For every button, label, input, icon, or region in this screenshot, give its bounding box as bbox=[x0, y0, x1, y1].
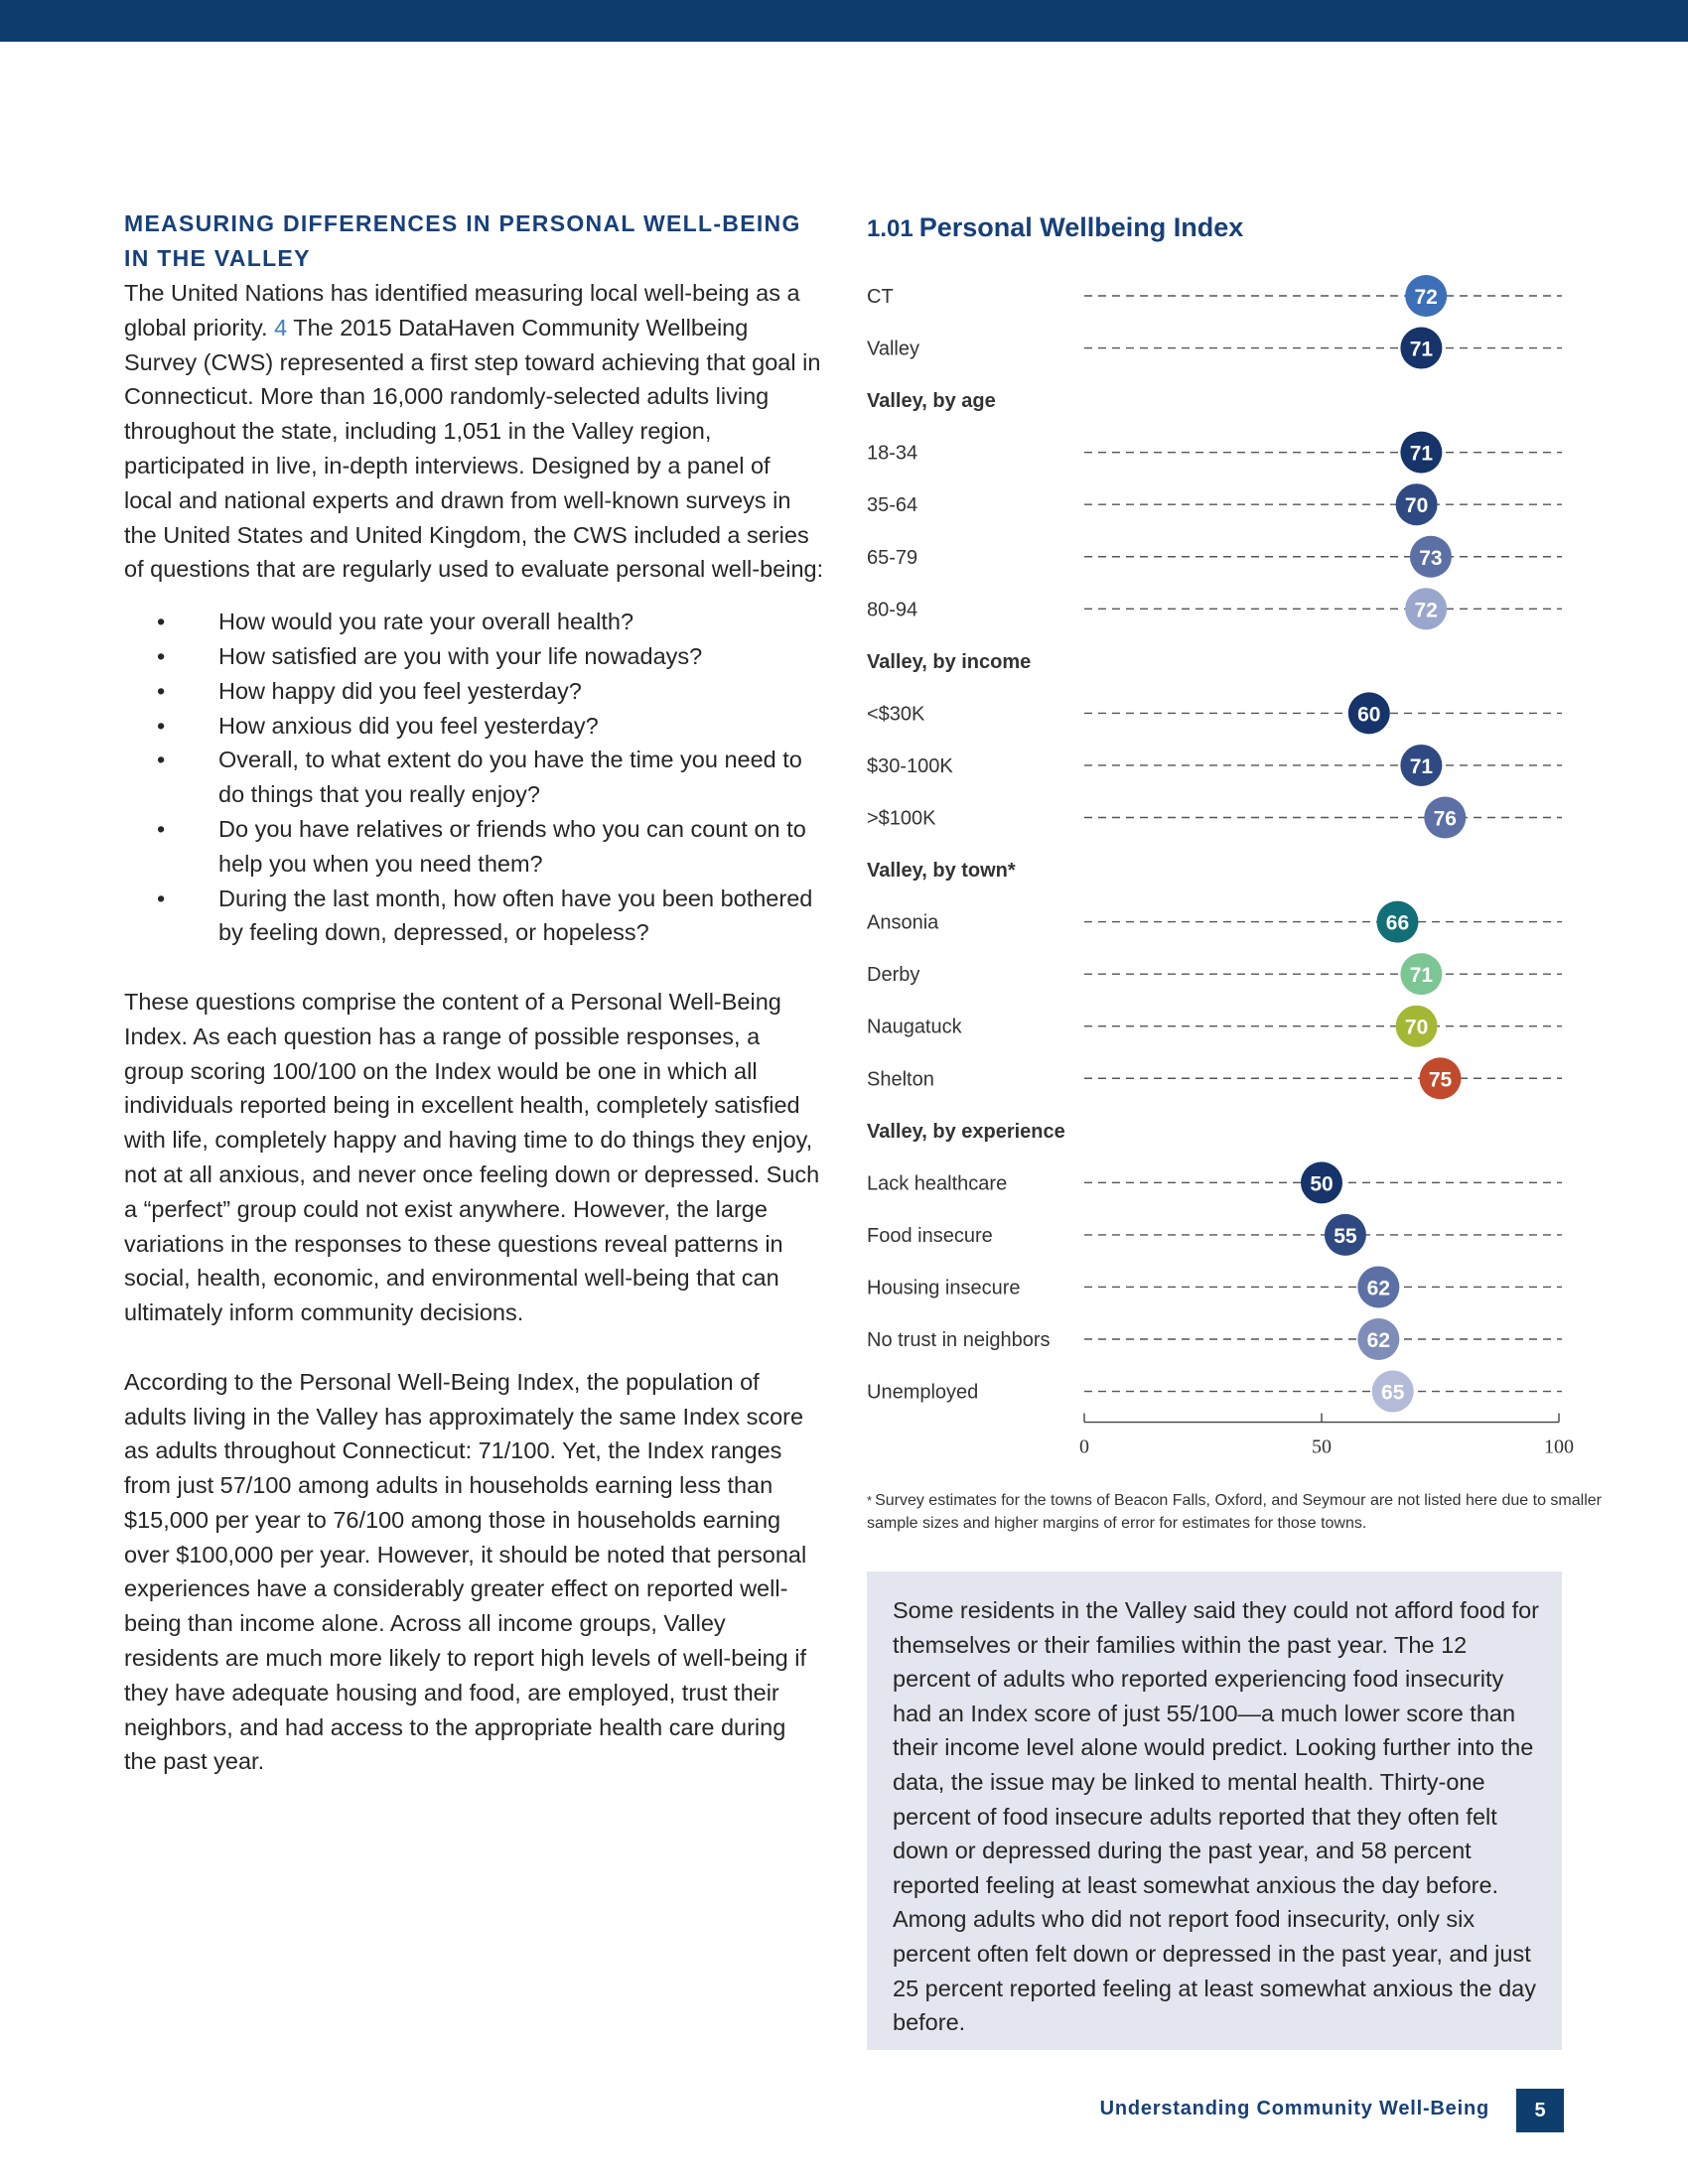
value-label: 72 bbox=[1414, 599, 1438, 622]
question-list bbox=[124, 605, 824, 950]
group-header: Valley, by town* bbox=[867, 860, 1016, 883]
x-tick-label: 0 bbox=[1079, 1435, 1089, 1458]
row-label: No trust in neighbors bbox=[867, 1329, 1051, 1351]
row-label: Naugatuck bbox=[867, 1016, 962, 1038]
findings-paragraph: According to the Personal Well-Being Index, the population of adults living in the Valley has approximately the same Index score as adults throughout Connecticut: 71/100. Yet, the Index ranges from just 57/100 among adults in households earning less than $15,000 per year to 76/100 among those in households earning over $100,000 per year. However, it should be noted that personal experiences have a considerably greater effect on reported well-being than income alone. Across all income groups, Valley residents are much more likely to report high levels of well-being if they have adequate housing and food, are employed, trust their neighbors, and had access to the appropriate health care during the past year. bbox=[124, 1368, 807, 1775]
row-label: <$30K bbox=[867, 703, 925, 726]
value-label: 66 bbox=[1385, 911, 1410, 935]
row-label: >$100K bbox=[867, 807, 936, 830]
list-item: • During the last month, how often have you been bothered by feeling down, depressed, or hopeless? bbox=[124, 882, 824, 951]
value-label: 73 bbox=[1419, 546, 1443, 570]
list-item: • How happy did you feel yesterday? bbox=[124, 674, 824, 709]
row-label: Derby bbox=[867, 964, 920, 987]
value-label: 71 bbox=[1409, 964, 1434, 988]
wellbeing-dot-chart bbox=[854, 258, 1609, 1479]
row-label: Lack healthcare bbox=[867, 1172, 1008, 1195]
list-item: • How anxious did you feel yesterday? bbox=[124, 709, 824, 744]
row-label: Shelton bbox=[867, 1068, 934, 1091]
list-item: • How satisfied are you with your life nowadays? bbox=[124, 639, 824, 674]
index-paragraph: These questions comprise the content of a Personal Well-Being Index. As each question has a range of possible responses, a group scoring 100/100 on the Index would be one in which all individuals reported being in excellent health, completely satisfied with life, completely happy and having time to do things they enjoy, not at all anxious, and never once feeling down or depressed. Such a “perfect” group could not exist anywhere. However, the large variations in the responses to these questions reveal patterns in social, health, economic, and environmental well-being that can ultimately inform community decisions. bbox=[124, 988, 820, 1326]
figure-title-text: Personal Wellbeing Index bbox=[918, 212, 1244, 242]
value-label: 55 bbox=[1334, 1224, 1357, 1248]
value-label: 65 bbox=[1381, 1381, 1405, 1405]
value-label: 62 bbox=[1366, 1329, 1391, 1352]
row-label: Food insecure bbox=[867, 1224, 993, 1247]
value-label: 62 bbox=[1366, 1277, 1391, 1300]
section-heading: MEASURING DIFFERENCES IN PERSONAL WELL-BEING IN THE VALLEY bbox=[124, 210, 801, 271]
list-item: • Do you have relatives or friends who you can count on to help you when you need them? bbox=[124, 812, 824, 882]
row-label: Valley bbox=[867, 338, 919, 360]
group-header: Valley, by age bbox=[867, 390, 996, 413]
top-band bbox=[0, 0, 1688, 42]
callout-text: Some residents in the Valley said they could not afford food for themselves or their families within the past year. The 12 percent of adults who reported experiencing food insecurity had an Index score of just 55/100—a much lower score than their income level alone would predict. Looking further into the data, the issue may be linked to mental health. Thirty-one percent of food insecure adults reported that they often felt down or depressed during the past year, and 58 percent reported feeling at least somewhat anxious the day before. Among adults who did not report food insecurity, only six percent often felt down or depressed in the past year, and just 25 percent reported feeling at least somewhat anxious the day before. bbox=[893, 1597, 1539, 2036]
row-label: Ansonia bbox=[867, 911, 939, 934]
figure-footnote bbox=[867, 1489, 1602, 1535]
row-label: Unemployed bbox=[867, 1381, 979, 1404]
value-label: 70 bbox=[1404, 494, 1429, 518]
value-label: 50 bbox=[1310, 1172, 1334, 1196]
endnote-ref-4[interactable]: 4 bbox=[274, 314, 288, 341]
row-label: CT bbox=[867, 286, 894, 308]
list-item: • Overall, to what extent do you have the time you need to do things that you really enjoy? bbox=[124, 743, 824, 812]
page-number: 5 bbox=[1516, 2089, 1564, 2132]
value-label: 60 bbox=[1357, 703, 1381, 727]
value-label: 71 bbox=[1409, 338, 1434, 361]
list-item: • How would you rate your overall health? bbox=[124, 605, 824, 639]
value-label: 71 bbox=[1409, 754, 1434, 778]
row-label: 65-79 bbox=[867, 546, 918, 569]
value-label: 72 bbox=[1414, 286, 1438, 309]
value-label: 70 bbox=[1404, 1016, 1429, 1039]
footnote-text: Survey estimates for the towns of Beacon Falls, Oxford, and Seymour are not listed here due to smaller sample sizes and higher margins of error for estimates for those towns. bbox=[867, 1492, 1602, 1532]
row-label: Housing insecure bbox=[867, 1277, 1021, 1299]
group-header: Valley, by experience bbox=[867, 1120, 1065, 1143]
x-tick-label: 100 bbox=[1544, 1435, 1574, 1458]
article-body bbox=[124, 206, 824, 1779]
value-label: 75 bbox=[1428, 1068, 1453, 1092]
figure-title bbox=[867, 212, 1243, 243]
row-label: $30-100K bbox=[867, 754, 953, 777]
row-label: 18-34 bbox=[867, 442, 918, 465]
intro-paragraph: The United Nations has identified measuring local well-being as a global priority. 4 The 2015 DataHaven Community Wellbeing Survey (CWS) represented a first step toward achieving that goal in Connecticut. More than 16,000 randomly-selected adults living throughout the state, including 1,051 in the Valley region, participated in live, in-depth interviews. Designed by a panel of local and national experts and drawn from well-known surveys in the United States and United Kingdom, the CWS included a series of questions that are regularly used to evaluate personal well-being: bbox=[124, 280, 824, 583]
group-header: Valley, by income bbox=[867, 650, 1032, 673]
footer-title: Understanding Community Well-Being bbox=[1099, 2098, 1489, 2119]
callout-box bbox=[867, 1571, 1562, 2050]
figure-number: 1.01 bbox=[867, 215, 914, 242]
value-label: 76 bbox=[1433, 807, 1457, 831]
footnote-mark: * bbox=[867, 1493, 873, 1508]
x-tick-label: 50 bbox=[1312, 1435, 1332, 1458]
row-label: 35-64 bbox=[867, 494, 918, 517]
row-label: 80-94 bbox=[867, 599, 918, 621]
value-label: 71 bbox=[1409, 442, 1434, 466]
